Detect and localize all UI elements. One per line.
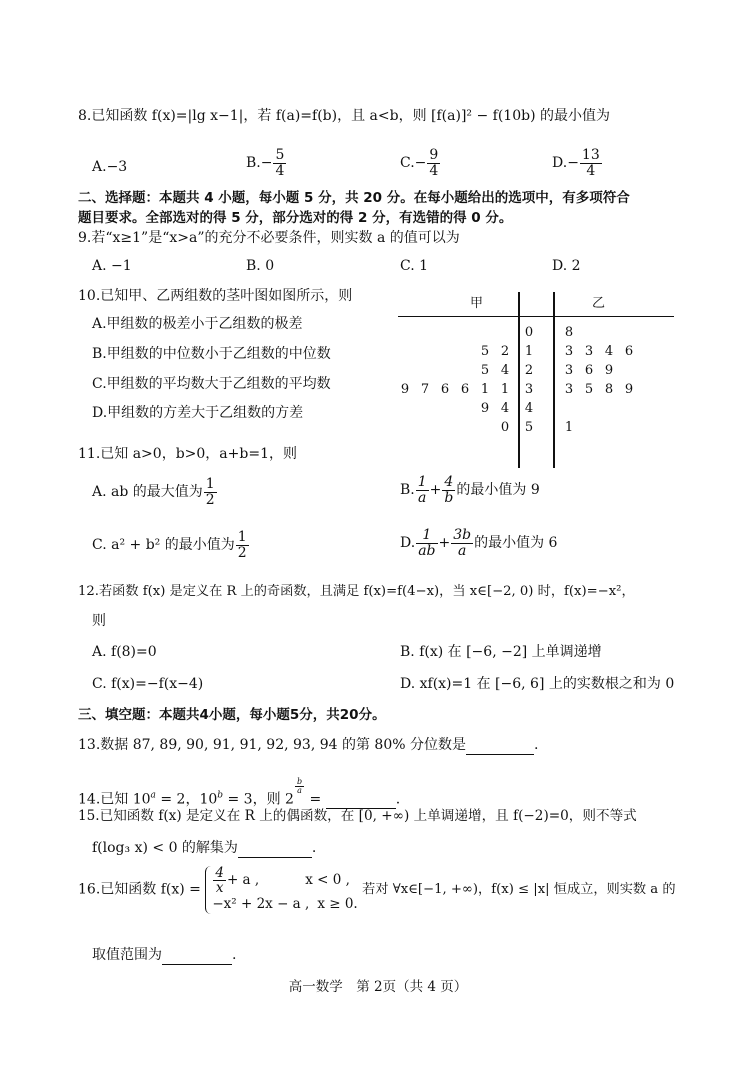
q15-stem: 15.已知函数 f(x) 是定义在 R 上的偶函数，在 [0, +∞) 上单调递增，且 f(−2)=0，则不等式 [78, 808, 637, 824]
q11-option-b: B. $\frac{1}{a}$ + $\frac{4}{b}$ 的最小值为 9 [400, 474, 540, 506]
left-leaf-value: 9 [400, 382, 410, 397]
q10-option-a: A.甲组数的极差小于乙组数的极差 [92, 316, 303, 332]
q8-option-c: C.− $\frac{9}{4}$ [400, 147, 439, 179]
right-leaf-value: 4 [604, 344, 614, 359]
left-leaf-value: 6 [460, 382, 470, 397]
q16-case1-fraction: $\frac{4}{x}$ [215, 865, 224, 897]
q12-stem-continued: 则 [92, 613, 106, 629]
right-leaf-value: 3 [584, 344, 594, 359]
right-leaf-value: 5 [584, 382, 594, 397]
q12-option-c: C. f(x)=−f(x−4) [92, 676, 204, 692]
q10-option-d: D.甲组数的方差大于乙组数的方差 [92, 405, 304, 421]
q14-stem: 14.已知 $10^a = 2$，$10^b = 3$，则 2 $\frac{b}{a}$ = . [78, 777, 401, 808]
left-leaf-value: 1 [480, 382, 490, 397]
right-leaf-value: 6 [624, 344, 634, 359]
left-leaf-value: 4 [500, 363, 510, 378]
left-leaf-value: 4 [500, 401, 510, 416]
left-leaf-value: 6 [440, 382, 450, 397]
right-leaf-value: 1 [564, 420, 574, 435]
left-leaf-value: 1 [500, 382, 510, 397]
q11-option-b-fraction2: $\frac{4}{b}$ [444, 474, 454, 506]
q11-option-a-fraction: $\frac{1}{2}$ [205, 476, 215, 508]
q16-piecewise-brace [205, 866, 357, 914]
stem-value: 2 [524, 363, 534, 378]
section3-heading: 三、填空题：本题共4小题，每小题5分，共20分。 [78, 707, 386, 723]
q13-stem: 13.数据 87, 89, 90, 91, 91, 92, 93, 94 的第 80% 分位数是 . [78, 737, 539, 753]
left-leaf-value: 5 [480, 363, 490, 378]
q16-stem: 16.已知函数 f(x) = $\frac{4}{x}$ + a , x < 0 , −x² + 2x − a , x ≥ 0. 若对 ∀x∈[−1, +∞)，f(x) ≤ |x| 恒成立，则实数 a 的 [78, 865, 676, 913]
q9-option-a: A. −1 [92, 258, 132, 274]
stem-leaf-plot [396, 292, 678, 468]
q8-stem: 8.已知函数 f(x)=|lg x−1|，若 f(a)=f(b)，且 a<b，则 [f(a)]² − f(10b) 的最小值为 [78, 108, 610, 124]
q11-option-d: D. $\frac{1}{ab}$ + $\frac{3b}{a}$ 的最小值为 6 [400, 527, 558, 559]
q8-option-b: B.− $\frac{5}{4}$ [246, 147, 285, 179]
q8-option-d-fraction: $\frac{13}{4}$ [581, 147, 600, 179]
stem-value: 5 [524, 420, 534, 435]
page-footer: 高一数学 第 2页（共 4 页） [288, 979, 468, 995]
q15-stem-continued: f(log₃ x) < 0 的解集为 . [92, 840, 317, 856]
q11-option-c-fraction: $\frac{1}{2}$ [237, 529, 247, 561]
stem-value: 1 [524, 344, 534, 359]
q16-answer-blank[interactable] [162, 947, 232, 965]
q10-option-c: C.甲组数的平均数大于乙组数的平均数 [92, 376, 331, 392]
right-leaf-value: 3 [564, 382, 574, 397]
q9-option-d: D. 2 [552, 258, 581, 274]
q9-option-b: B. 0 [246, 258, 275, 274]
right-leaf-value: 8 [604, 382, 614, 397]
q11-option-d-fraction1: $\frac{1}{ab}$ [418, 527, 436, 559]
q12-option-a: A. f(8)=0 [92, 644, 157, 660]
stem-value: 4 [524, 401, 534, 416]
q11-option-b-fraction1: $\frac{1}{a}$ [417, 474, 427, 506]
q8-option-d: D.− $\frac{13}{4}$ [552, 147, 600, 179]
q16-stem-continued: 取值范围为 . [92, 947, 237, 963]
q10-stem: 10.已知甲、乙两组数的茎叶图如图所示，则 [78, 288, 353, 304]
left-leaf-value: 0 [500, 420, 510, 435]
q14-answer-blank[interactable] [326, 791, 396, 809]
q11-stem: 11.已知 a>0，b>0，a+b=1，则 [78, 446, 297, 462]
stem-leaf-left-divider [518, 292, 520, 468]
left-leaf-value: 9 [480, 401, 490, 416]
right-leaf-value: 8 [564, 325, 574, 340]
q16-case1: $\frac{4}{x}$ + a , x < 0 , [215, 865, 350, 897]
right-leaf-value: 3 [564, 363, 574, 378]
right-leaf-value: 9 [604, 363, 614, 378]
section2-heading-line2: 题目要求。全部选对的得 5 分，部分选对的得 2 分，有选错的得 0 分。 [78, 210, 513, 226]
q11-option-d-fraction2: $\frac{3b}{a}$ [453, 527, 472, 559]
left-leaf-value: 7 [420, 382, 430, 397]
q14-exponent-fraction: $\frac{b}{a}$ [296, 777, 303, 796]
q11-option-c: C. a² + b² 的最小值为 $\frac{1}{2}$ [92, 529, 247, 561]
q16-case2: −x² + 2x − a , x ≥ 0. [212, 896, 358, 913]
q9-stem: 9.若“x≥1”是“x>a”的充分不必要条件，则实数 a 的值可以为 [78, 230, 460, 246]
q8-option-b-fraction: $\frac{5}{4}$ [275, 147, 285, 179]
q12-stem: 12.若函数 f(x) 是定义在 R 上的奇函数，且满足 f(x)=f(4−x)，当 x∈[−2, 0) 时，f(x)=−x²， [78, 584, 635, 599]
stem-leaf-right-divider [553, 292, 555, 468]
q12-option-d: D. xf(x)=1 在 [−6, 6] 上的实数根之和为 0 [400, 676, 675, 692]
q15-answer-blank[interactable] [238, 840, 312, 858]
q13-answer-blank[interactable] [466, 737, 534, 755]
right-leaf-value: 6 [584, 363, 594, 378]
q10-option-b: B.甲组数的中位数小于乙组数的中位数 [92, 346, 331, 362]
stem-leaf-header-rule [398, 316, 674, 317]
left-leaf-value: 2 [500, 344, 510, 359]
q8-option-c-fraction: $\frac{9}{4}$ [429, 147, 439, 179]
q11-option-a: A. ab 的最大值为 $\frac{1}{2}$ [92, 476, 215, 508]
stem-leaf-right-header: 乙 [592, 296, 606, 311]
q9-option-c: C. 1 [400, 258, 429, 274]
right-leaf-value: 9 [624, 382, 634, 397]
stem-value: 0 [524, 325, 534, 340]
section2-heading-line1: 二、选择题：本题共 4 小题，每小题 5 分，共 20 分。在每小题给出的选项中，有多项符合 [78, 190, 630, 206]
stem-value: 3 [524, 382, 534, 397]
right-leaf-value: 3 [564, 344, 574, 359]
left-leaf-value: 5 [480, 344, 490, 359]
stem-leaf-left-header: 甲 [470, 296, 484, 311]
q12-option-b: B. f(x) 在 [−6, −2] 上单调递增 [400, 644, 602, 660]
q8-option-a: A.−3 [92, 159, 128, 175]
